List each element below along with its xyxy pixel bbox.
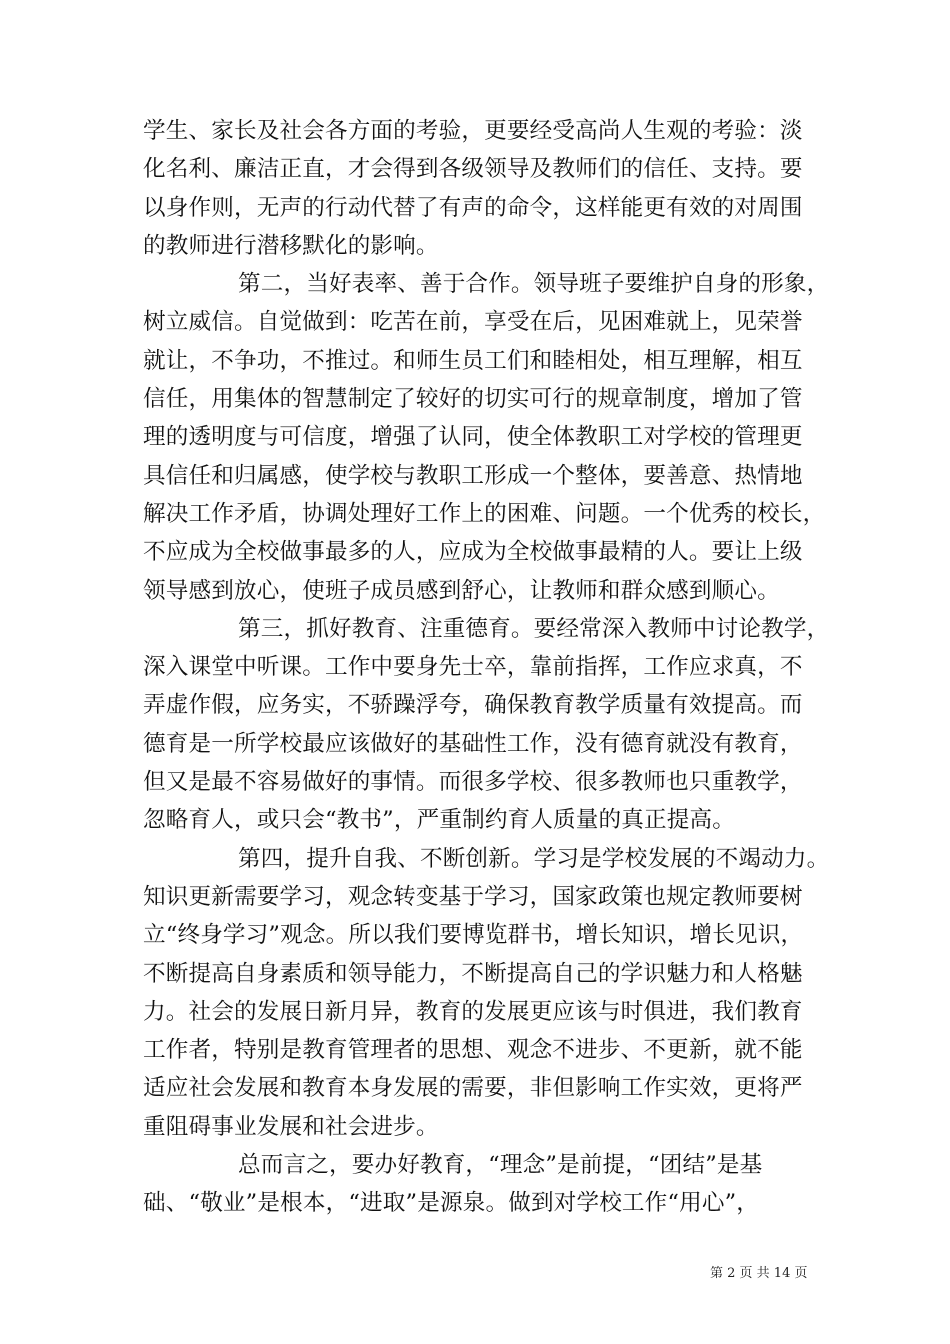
text-line: 化名利、廉洁正直，才会得到各级领导及教师们的信任、支持。要 (143, 156, 803, 183)
paragraph-3 (143, 610, 830, 840)
paragraph-2 (143, 265, 830, 610)
text-line: 总而言之，要办好教育，“理念”是前提，“团结”是基 (238, 1152, 763, 1179)
text-line: 弄虚作假，应务实，不骄躁浮夸，确保教育教学质量有效提高。而 (143, 692, 803, 719)
text-line: 知识更新需要学习，观念转变基于学习，国家政策也规定教师要树 (143, 883, 803, 910)
page-number: 第 2 页 共 14 页 (710, 1266, 808, 1281)
text-line: 第三，抓好教育、注重德育。要经常深入教师中讨论教学， (238, 615, 830, 642)
text-line: 学生、家长及社会各方面的考验，更要经受高尚人生观的考验：淡 (143, 118, 803, 144)
text-line: 础、“敬业”是根本，“进取”是源泉。做到对学校工作“用心”， (143, 1190, 760, 1217)
text-line: 力。社会的发展日新月异，教育的发展更应该与时俱进，我们教育 (143, 998, 803, 1025)
text-line: 领导感到放心，使班子成员感到舒心，让教师和群众感到顺心。 (143, 577, 780, 604)
text-line: 就让，不争功，不推过。和师生员工们和睦相处，相互理解，相互 (143, 347, 803, 374)
text-line: 但又是最不容易做好的事情。而很多学校、很多教师也只重教学， (143, 769, 803, 796)
text-line: 工作者，特别是教育管理者的思想、观念不进步、不更新，就不能 (143, 1037, 803, 1064)
text-line: 不断提高自身素质和领导能力，不断提高自己的学识魅力和人格魅 (143, 960, 803, 987)
text-line: 第四，提升自我、不断创新。学习是学校发展的不竭动力。 (238, 845, 830, 872)
text-line: 深入课堂中听课。工作中要身先士卒，靠前指挥，工作应求真，不 (143, 654, 803, 681)
text-line: 以身作则，无声的行动代替了有声的命令，这样能更有效的对周围 (143, 194, 803, 221)
text-line: 具信任和归属感，使学校与教职工形成一个整体，要善意、热情地 (143, 462, 803, 489)
text-line: 的教师进行潜移默化的影响。 (143, 232, 439, 259)
paragraph-4 (143, 840, 830, 1146)
text-line: 忽略育人，或只会“教书”，严重制约育人质量的真正提高。 (143, 807, 735, 834)
text-line: 立“终身学习”观念。所以我们要博览群书，增长知识，增长见识， (143, 922, 804, 949)
text-line: 解决工作矛盾，协调处理好工作上的困难、问题。一个优秀的校长， (143, 500, 826, 527)
text-line: 理的透明度与可信度，增强了认同，使全体教职工对学校的管理更 (143, 424, 803, 451)
text-line: 树立威信。自觉做到：吃苦在前，享受在后，见困难就上，见荣誉 (143, 309, 803, 336)
text-line: 信任，用集体的智慧制定了较好的切实可行的规章制度，增加了管 (143, 386, 803, 413)
body-text (143, 112, 830, 1223)
text-line: 不应成为全校做事最多的人，应成为全校做事最精的人。要让上级 (143, 539, 803, 566)
text-line: 重阻碍事业发展和社会进步。 (143, 1113, 439, 1140)
text-line: 适应社会发展和教育本身发展的需要，非但影响工作实效，更将严 (143, 1075, 803, 1102)
text-line: 德育是一所学校最应该做好的基础性工作，没有德育就没有教育， (143, 730, 803, 757)
text-line: 第二，当好表率、善于合作。领导班子要维护自身的形象， (238, 271, 830, 298)
paragraph-1 (143, 112, 823, 265)
paragraph-5 (143, 1146, 823, 1223)
